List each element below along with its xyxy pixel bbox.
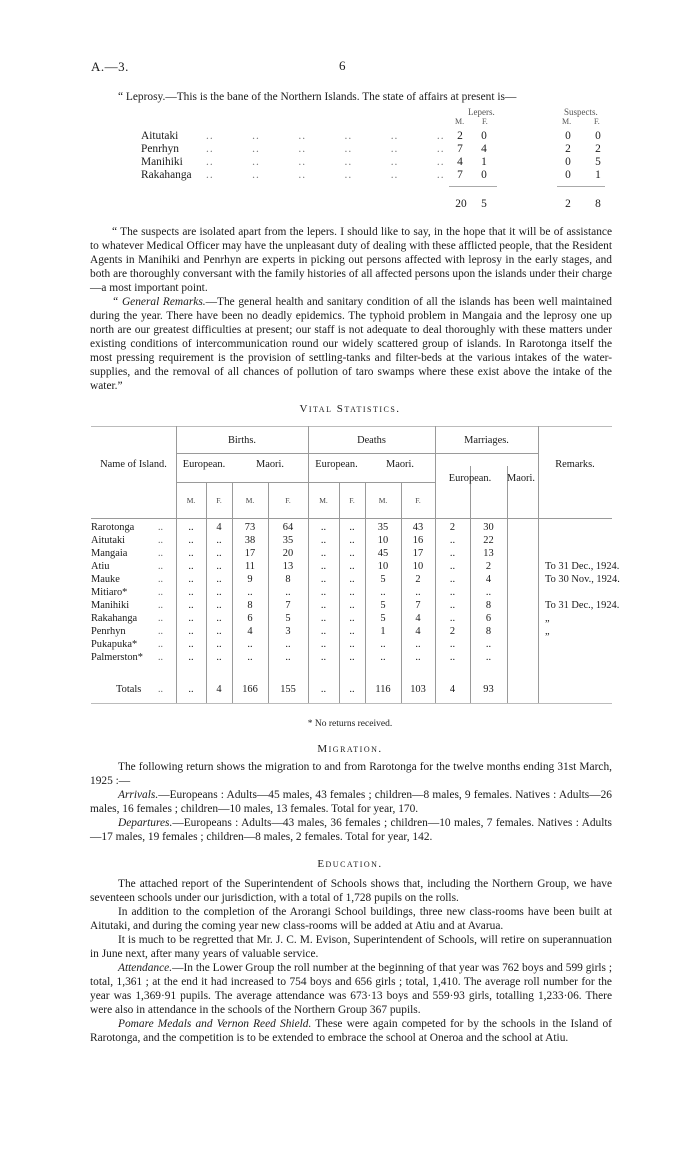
lepers-header: Lepers. — [468, 107, 495, 117]
vital-cell-b-e-f: .. — [216, 600, 222, 611]
education-p2: In addition to the completion of the Arorangi School buildings, three new class-rooms have been built at Aitutaki, and during the coming year new class-rooms will be added at Atiu and at Avarua. — [90, 906, 612, 932]
vital-cell-b-e-m: .. — [188, 600, 194, 611]
vital-cell-d-e-f: .. — [349, 600, 355, 611]
leader-dots: .. — [158, 639, 163, 650]
vital-island: Mangaia — [91, 548, 128, 559]
leprosy-island: Penrhyn — [141, 143, 179, 155]
vital-cell-b-m-m: .. — [247, 587, 253, 598]
vital-cell-d-m-f: 16 — [412, 535, 424, 546]
vital-cell-m-e: .. — [449, 652, 456, 663]
lepers-f: 0 — [481, 130, 487, 142]
departures-label: Departures. — [118, 817, 173, 829]
leader-dots: .. .. .. .. .. .. — [206, 169, 445, 181]
vital-cell-d-e-m: .. — [320, 587, 327, 598]
table-header-rule — [91, 518, 612, 519]
education-p1: The attached report of the Superintendent of Schools shows that, including the Northern Group, we have seventeen schools under our jurisdiction, with a total of 1,728 pupils on the rolls. — [90, 878, 612, 904]
vital-remark: To 30 Nov., 1924. — [545, 574, 620, 585]
general-remarks-title: “ General Remarks. — [112, 296, 206, 308]
vital-cell-b-m-m: .. — [247, 652, 253, 663]
vital-cell-b-e-m: .. — [188, 613, 194, 624]
vital-cell-b-m-f: 8 — [285, 574, 291, 585]
vital-cell-b-m-m: 8 — [247, 600, 253, 611]
vital-cell-d-m-f: 4 — [415, 626, 421, 637]
col-births-header: Births. — [227, 435, 256, 446]
vital-cell-m-e: .. — [449, 639, 456, 650]
leader-dots: .. — [158, 684, 163, 695]
vital-cell-d-e-f: .. — [349, 613, 355, 624]
lepers-m: 7 — [457, 169, 463, 181]
lepers-m: 2 — [457, 130, 463, 142]
remarks-block — [90, 225, 612, 393]
vital-cell-m-m: 22 — [483, 535, 494, 546]
marriages-european-header: European. — [448, 473, 492, 484]
vital-cell-m-m: 13 — [483, 548, 494, 559]
migration-block — [90, 760, 612, 844]
general-remarks-text: —The general health and sanitary condition of all the islands has been well maintained during the year. There have been no deadly epidemics. The typhoid problem in Mangaia and the leprosy one up north are our greatest difficulties at present; our staff is not adequate to deal thoroughly with these matters under existing conditions of intercommunication round our widely scattered group of islands. In Rarotonga itself the most pressing requirement is the provision of settling-tanks and filter-beds at the various intakes of the water-supplies, and the removal of all chances of pollution of taro swamps where these exist above the intake of the water.” — [90, 296, 612, 392]
vital-cell-d-m-f: .. — [415, 587, 421, 598]
vital-cell-d-e-m: .. — [320, 613, 327, 624]
vital-cell-b-e-m: .. — [188, 587, 194, 598]
lepers-m-header: M. — [455, 117, 465, 126]
vital-cell-d-m-f: 17 — [412, 548, 424, 559]
vital-remark: „ — [545, 626, 550, 637]
vital-cell-b-e-f: .. — [216, 626, 222, 637]
education-block — [90, 877, 612, 1045]
education-pomare — [90, 1017, 612, 1045]
suspects-m: 0 — [565, 169, 571, 181]
col-deaths-header: Deaths — [357, 435, 386, 446]
sub-header-f: F. — [349, 496, 355, 505]
vital-cell-d-m-m: 5 — [380, 574, 386, 585]
marriages-maori-header: Maori. — [507, 473, 535, 484]
vital-total-d-m-m: 116 — [375, 684, 391, 695]
departures-paragraph — [90, 816, 612, 844]
header-rule — [176, 482, 435, 483]
leader-dots: .. .. .. .. .. .. — [206, 156, 445, 168]
vital-cell-d-e-m: .. — [320, 535, 327, 546]
vital-cell-d-e-f: .. — [349, 626, 355, 637]
leprosy-intro: “ Leprosy.—This is the bane of the Northern Islands. The state of affairs at present is— — [118, 91, 517, 103]
vital-cell-b-m-f: 64 — [282, 522, 294, 533]
vital-cell-m-e: .. — [449, 600, 456, 611]
vital-cell-m-e: 2 — [449, 522, 456, 533]
suspects-f-header: F. — [594, 117, 600, 126]
lepers-m: 7 — [457, 143, 463, 155]
sub-header-m: M. — [245, 496, 255, 505]
sub-header-m: M. — [319, 496, 328, 505]
suspects-m-header: M. — [562, 117, 572, 126]
vital-cell-d-m-f: 10 — [412, 561, 424, 572]
vital-cell-d-m-m: 5 — [380, 600, 386, 611]
vital-total-m-e: 4 — [449, 684, 456, 695]
suspects-total-rule — [557, 186, 605, 187]
table-bottom-rule — [91, 703, 612, 704]
vital-cell-d-e-f: .. — [349, 587, 355, 598]
vital-cell-b-m-f: .. — [285, 587, 291, 598]
vital-cell-m-m: 2 — [485, 561, 492, 572]
leprosy-island: Manihiki — [141, 156, 183, 168]
suspects-f: 2 — [595, 143, 601, 155]
arrivals-paragraph — [90, 788, 612, 816]
vital-statistics-title: Vital Statistics. — [299, 403, 401, 415]
vital-cell-m-e: .. — [449, 613, 456, 624]
vital-island: Aitutaki — [91, 535, 126, 546]
suspects-f: 1 — [595, 169, 601, 181]
vital-cell-d-m-f: 2 — [415, 574, 421, 585]
leprosy-island: Rakahanga — [141, 169, 192, 181]
vital-cell-d-e-f: .. — [349, 535, 355, 546]
vital-cell-d-e-m: .. — [320, 522, 327, 533]
vital-cell-d-e-m: .. — [320, 652, 327, 663]
vital-cell-b-e-f: .. — [216, 535, 222, 546]
attendance-text: —In the Lower Group the roll number at the beginning of that year was 762 boys and 599 girls ; total, 1,361 ; at the end it had increased to 754 boys and 656 girls ; total, 1,410. The average roll number for the year was 1,369·91 pupils. The average attendance was 673·13 boys and 559·93 girls, totalling 1,233·06. There were also in attendance in the schools of the Northern Group 367 pupils. — [90, 962, 612, 1016]
suspects-f: 5 — [595, 156, 601, 168]
vital-cell-d-e-m: .. — [320, 639, 327, 650]
suspects-header: Suspects. — [564, 107, 598, 117]
leader-dots: .. — [158, 626, 163, 637]
suspects-total-m: 2 — [565, 198, 571, 210]
vital-footnote: * No returns received. — [307, 719, 393, 729]
vital-totals-label: Totals — [116, 684, 142, 695]
vital-cell-b-e-f: .. — [216, 587, 222, 598]
vital-cell-d-m-f: 7 — [415, 600, 421, 611]
vital-cell-d-m-m: 35 — [377, 522, 389, 533]
leprosy-island: Aitutaki — [141, 130, 179, 142]
leader-dots: .. — [158, 600, 163, 611]
deaths-european-header: European. — [315, 459, 358, 470]
vital-cell-m-e: .. — [449, 574, 456, 585]
vital-cell-d-m-m: 10 — [377, 561, 389, 572]
vital-total-b-m-f: 155 — [280, 684, 296, 695]
vital-cell-b-m-f: 7 — [285, 600, 291, 611]
migration-title: Migration. — [317, 743, 383, 755]
vital-island: Rakahanga — [91, 613, 138, 624]
vital-cell-d-m-m: 1 — [380, 626, 386, 637]
vital-cell-b-e-f: .. — [216, 574, 222, 585]
leprosy-total-rule — [449, 186, 497, 187]
col-name-header: Name of Island. — [100, 459, 167, 470]
vital-cell-d-m-f: .. — [415, 639, 421, 650]
vital-cell-b-m-f: .. — [285, 639, 291, 650]
vital-cell-b-m-m: 6 — [247, 613, 253, 624]
vital-cell-b-e-m: .. — [188, 548, 194, 559]
vital-cell-b-m-f: 3 — [285, 626, 291, 637]
vital-cell-b-e-f: .. — [216, 548, 222, 559]
vital-island: Pukapuka* — [91, 639, 138, 650]
vital-cell-b-m-m: .. — [247, 639, 253, 650]
vital-cell-d-e-f: .. — [349, 574, 355, 585]
suspects-total-f: 8 — [595, 198, 601, 210]
suspects-paragraph: “ The suspects are isolated apart from the lepers. I should like to say, in the hope that it will be of assistance to whatever Medical Officer may have the unpleasant duty of dealing with these afflicted people, that the Resident Agents in Manihiki and Penrhyn are experts in picking out persons affected with leprosy in the early stages, and both are thoroughly conversant with the family histories of all affected persons upon the islands under their charge—a most important point. — [90, 226, 612, 294]
leader-dots: .. — [158, 548, 163, 559]
col-marriages-header: Marriages. — [464, 435, 509, 446]
vital-cell-b-m-m: 11 — [244, 561, 255, 572]
vital-cell-b-e-f: .. — [216, 639, 222, 650]
vital-cell-d-e-m: .. — [320, 574, 327, 585]
vital-remark: „ — [545, 613, 550, 624]
sub-header-m: M. — [378, 496, 388, 505]
suspects-m: 0 — [565, 130, 571, 142]
lepers-f: 4 — [481, 143, 487, 155]
vital-cell-d-m-f: .. — [415, 652, 421, 663]
vital-cell-d-e-m: .. — [320, 561, 327, 572]
vital-cell-b-m-f: 35 — [282, 535, 294, 546]
lepers-f-header: F. — [482, 117, 488, 126]
vital-cell-d-e-f: .. — [349, 639, 355, 650]
vital-cell-b-m-m: 9 — [247, 574, 253, 585]
column-rule — [507, 466, 508, 703]
table-top-rule — [91, 426, 612, 427]
lepers-f: 1 — [481, 156, 487, 168]
vital-cell-b-m-m: 38 — [244, 535, 256, 546]
leader-dots: .. .. .. .. .. .. — [206, 143, 445, 155]
vital-remark: To 31 Dec., 1924. — [545, 600, 620, 611]
vital-island: Mitiaro* — [91, 587, 128, 598]
header-rule — [435, 453, 538, 454]
suspects-f: 0 — [595, 130, 601, 142]
vital-cell-d-e-f: .. — [349, 548, 355, 559]
suspects-m: 2 — [565, 143, 571, 155]
report-reference: A.—3. — [91, 59, 129, 74]
lepers-f: 0 — [481, 169, 487, 181]
vital-cell-m-e: .. — [449, 535, 456, 546]
vital-cell-b-m-m: 73 — [244, 522, 256, 533]
vital-cell-b-e-f: .. — [216, 561, 222, 572]
vital-cell-m-m: 8 — [485, 600, 492, 611]
vital-cell-d-e-m: .. — [320, 548, 327, 559]
vital-cell-d-e-m: .. — [320, 626, 327, 637]
vital-cell-m-e: .. — [449, 587, 456, 598]
sub-header-f: F. — [216, 496, 222, 505]
vital-island: Mauke — [91, 574, 120, 585]
vital-cell-d-m-f: 43 — [412, 522, 424, 533]
vital-cell-m-e: .. — [449, 561, 456, 572]
vital-island: Palmerston* — [91, 652, 143, 663]
vital-cell-b-m-f: 13 — [282, 561, 294, 572]
vital-cell-d-m-m: 10 — [377, 535, 389, 546]
lepers-total-f: 5 — [481, 198, 487, 210]
leader-dots: .. — [158, 587, 163, 598]
vital-cell-m-m: 4 — [485, 574, 492, 585]
leader-dots: .. — [158, 574, 163, 585]
page-number: 6 — [339, 58, 346, 73]
vital-cell-d-m-m: .. — [380, 639, 386, 650]
vital-total-d-m-f: 103 — [410, 684, 426, 695]
births-maori-header: Maori. — [256, 459, 284, 470]
vital-cell-b-e-f: .. — [216, 613, 222, 624]
vital-cell-m-m: .. — [485, 587, 492, 598]
arrivals-text: —Europeans : Adults—45 males, 43 females ; children—8 males, 9 females. Natives : Adults—26 males, 16 females ; children—10 males, 13 females. Total for year, 170. — [90, 789, 612, 815]
vital-total-m-m: 93 — [483, 684, 494, 695]
vital-cell-d-m-m: 5 — [380, 613, 386, 624]
col-remarks-header: Remarks. — [555, 459, 595, 470]
departures-text: —Europeans : Adults—43 males, 36 females ; children—10 males, 7 females. Natives : Adults—17 males, 19 females ; children—8 males, 2 females. Total for year, 142. — [90, 817, 612, 843]
leader-dots: .. — [158, 535, 163, 546]
sub-header-m: M. — [186, 496, 196, 505]
vital-remark: To 31 Dec., 1924. — [545, 561, 620, 572]
leader-dots: .. — [158, 652, 163, 663]
leader-dots: .. — [158, 522, 163, 533]
vital-cell-m-e: 2 — [449, 626, 456, 637]
vital-cell-m-m: 6 — [485, 613, 492, 624]
vital-cell-d-e-f: .. — [349, 522, 355, 533]
lepers-total-m: 20 — [455, 198, 467, 210]
vital-cell-b-e-m: .. — [188, 522, 194, 533]
vital-total-b-m-m: 166 — [242, 684, 258, 695]
header-rule — [176, 453, 435, 454]
vital-cell-b-m-f: .. — [285, 652, 291, 663]
education-attendance — [90, 961, 612, 1017]
vital-cell-d-e-f: .. — [349, 561, 355, 572]
vital-cell-m-e: .. — [449, 548, 456, 559]
vital-cell-d-m-m: .. — [380, 652, 386, 663]
vital-cell-m-m: 30 — [483, 522, 494, 533]
pomare-label: Pomare Medals and Vernon Reed Shield. — [118, 1018, 312, 1030]
vital-island: Penrhyn — [91, 626, 126, 637]
vital-cell-b-m-f: 20 — [282, 548, 294, 559]
births-european-header: European. — [182, 459, 226, 470]
vital-cell-b-e-m: .. — [188, 535, 194, 546]
leader-dots: .. — [158, 613, 163, 624]
vital-cell-d-m-m: .. — [380, 587, 386, 598]
vital-cell-b-m-f: 5 — [285, 613, 291, 624]
vital-total-b-e-m: .. — [188, 684, 194, 695]
vital-cell-b-m-m: 4 — [247, 626, 253, 637]
vital-cell-b-e-f: 4 — [216, 522, 222, 533]
sub-header-f: F. — [285, 496, 291, 505]
pomare-text: These were again competed for by the schools in the Island of Rarotonga, and the competition is to be extended to embrace the school at Oneroa and the school at Atiu. — [90, 1018, 612, 1044]
vital-cell-b-e-f: .. — [216, 652, 222, 663]
attendance-label: Attendance. — [118, 962, 173, 974]
vital-cell-d-m-f: 4 — [415, 613, 421, 624]
vital-total-d-e-m: .. — [320, 684, 327, 695]
vital-cell-d-m-m: 45 — [377, 548, 389, 559]
vital-total-d-e-f: .. — [349, 684, 355, 695]
vital-cell-d-e-f: .. — [349, 652, 355, 663]
education-p3: It is much to be regretted that Mr. J. C. M. Evison, Superintendent of Schools, will retire on superannuation in June next, after many years of valuable service. — [90, 934, 612, 960]
vital-cell-m-m: 8 — [485, 626, 492, 637]
vital-cell-b-e-m: .. — [188, 561, 194, 572]
vital-total-b-e-f: 4 — [216, 684, 222, 695]
arrivals-label: Arrivals. — [118, 789, 159, 801]
vital-cell-m-m: .. — [485, 652, 492, 663]
vital-cell-b-e-m: .. — [188, 652, 194, 663]
vital-cell-m-m: .. — [485, 639, 492, 650]
leader-dots: .. — [158, 561, 163, 572]
vital-island: Rarotonga — [91, 522, 135, 533]
vital-cell-b-m-m: 17 — [244, 548, 256, 559]
deaths-maori-header: Maori. — [386, 459, 414, 470]
education-title: Education. — [317, 858, 383, 870]
vital-island: Manihiki — [91, 600, 130, 611]
lepers-m: 4 — [457, 156, 463, 168]
vital-cell-b-e-m: .. — [188, 574, 194, 585]
vital-island: Atiu — [91, 561, 110, 572]
sub-header-f: F. — [415, 496, 421, 505]
suspects-m: 0 — [565, 156, 571, 168]
vital-cell-b-e-m: .. — [188, 639, 194, 650]
general-remarks-paragraph — [90, 295, 612, 393]
vital-cell-d-e-m: .. — [320, 600, 327, 611]
vital-cell-b-e-m: .. — [188, 626, 194, 637]
migration-intro: The following return shows the migration to and from Rarotonga for the twelve months ending 31st March, 1925 :— — [90, 761, 612, 787]
leader-dots: .. .. .. .. .. .. — [206, 130, 445, 142]
